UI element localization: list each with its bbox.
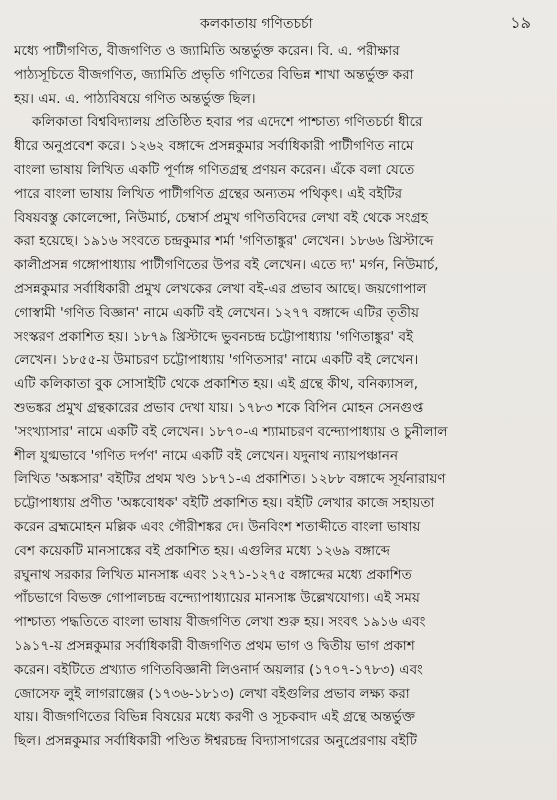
text-line: ১৯১৭-য় প্রসন্নকুমার সর্বাধিকারী বীজগণিত প্রথম ভাগ ও দ্বিতীয় ভাগ প্রকাশ (14, 638, 415, 654)
paragraph-start-line: কলিকাতা বিশ্ববিদ্যালয় প্রতিষ্ঠিত হবার পর এদেশে পাশ্চাত্য গণিতচর্চা ধীরে (32, 115, 423, 131)
text-line: লেখেন। ১৮৫৫-য় উমাচরণ চট্টোপাধ্যায় 'গণিতসার' নামে একটি বই লেখেন। (14, 353, 419, 369)
text-line: লিখিত 'অঙ্কসার' বইটির প্রথম খণ্ড ১৮৭১-এ প্রকাশিত। ১২৮৮ বঙ্গাব্দে সূর্যনারায়ণ (14, 472, 446, 488)
text-line: শুভঙ্কর প্রমুখ গ্রন্থকারের প্রভাব দেখা যায়। ১৭৮৩ শকে বিপিন মোহন সেনগুপ্ত (14, 400, 424, 416)
text-line: পারে বাংলা ভাষায় লিখিত পাটীগণিত গ্রন্থের অন্যতম পথিকৃৎ। এই বইটির (14, 186, 403, 202)
text-line: ছিল। প্রসন্নকুমার সর্বাধিকারী পণ্ডিত ঈশ্বরচন্দ্র বিদ্যাসাগরের অনুপ্রেরণায় বইটি (14, 734, 417, 750)
text-line: মধ্যে পাটীগণিত, বীজগণিত ও জ্যামিতি অন্তর্ভুক্ত করেন। বি. এ. পরীক্ষার (14, 44, 400, 59)
text-line: এটি কলিকাতা বুক সোসাইটি থেকে প্রকাশিত হয়। এই গ্রন্থে কীথ, বনিক্যাসল, (14, 377, 419, 393)
text-line: যায়। বীজগণিতের বিভিন্ন বিষয়ের মধ্যে করণী ও সূচকবাদ এই গ্রন্থে অন্তর্ভুক্ত (14, 710, 415, 726)
text-line: রঘুনাথ সরকার লিখিত মানসাঙ্ক এবং ১২৭১-১২৭৫ বঙ্গাব্দের মধ্যে প্রকাশিত (14, 567, 412, 583)
body-text (14, 40, 544, 754)
text-line: করেন ব্রহ্মমোহন মল্লিক এবং গৌরীশঙ্কর দে। উনবিংশ শতাব্দীতে বাংলা ভাষায় (14, 519, 421, 535)
text-line: শীল যুগ্মভাবে 'গণিত দর্পণ' নামে একটি বই লেখেন। যদুনাথ ন্যায়পঞ্চানন (14, 448, 399, 464)
text-line: বেশ কয়েকটি মানসাঙ্কের বই প্রকাশিত হয়। এগুলির মধ্যে ১২৬৯ বঙ্গাব্দে (14, 543, 391, 559)
text-line: হয়। এম. এ. পাঠ্যবিষয়ে গণিত অন্তর্ভুক্ত ছিল। (14, 91, 256, 107)
text-line: বাংলা ভাষায় লিখিত একটি পূর্ণাঙ্গ গণিতগ্রন্থ প্রণয়ন করেন। এঁকে বলা যেতে (14, 162, 415, 178)
text-line: গোস্বামী 'গণিত বিজ্ঞান' নামে একটি বই লেখেন। ১২৭৭ বঙ্গাব্দে এটির তৃতীয় (14, 305, 420, 321)
text-line: পাঠ্যসূচিতে বীজগণিত, জ্যামিতি প্রভৃতি গণিতের বিভিন্ন শাখা অন্তর্ভুক্ত করা (14, 67, 414, 83)
text-line: 'সংখ্যাসার' নামে একটি বই লেখেন। ১৮৭০-এ শ্যামাচরণ বন্দ্যোপাধ্যায় ও চুনীলাল (14, 424, 448, 440)
text-line: চট্টোপাধ্যায় প্রণীত 'অঙ্কবোধক' বইটি প্রকাশিত হয়। বইটি লেখার কাজে সহায়তা (14, 496, 435, 512)
text-line: করা হয়েছে। ১৯১৬ সংবতে চন্দ্রকুমার শর্মা 'গণিতাঙ্কুর' লেখেন। ১৮৬৬ খ্রিস্টাব্দে (14, 234, 434, 250)
text-line: জোসেফ লুই লাগরাঞ্জের (১৭৩৬-১৮১৩) লেখা বইগুলির প্রভাব লক্ষ্য করা (14, 686, 410, 702)
text-line: প্রসন্নকুমার সর্বাধিকারী প্রমুখ লেখকের লেখা বই-এর প্রভাব আছে। জয়গোপাল (14, 281, 427, 297)
text-line: বিষয়বস্তু কোলেন্সো, নিউমার্চ, চেম্বার্স প্রমুখ গণিতবিদের লেখা বই থেকে সংগ্রহ (14, 210, 428, 226)
text-line: সংস্করণ প্রকাশিত হয়। ১৮৭৯ খ্রিস্টাব্দে ভুবনচন্দ্র চট্টোপাধ্যায় 'গণিতাঙ্কুর' বই (14, 329, 414, 345)
text-line: করেন। বইটিতে প্রখ্যাত গণিতবিজ্ঞানী লিওনার্দ অয়লার (১৭০৭-১৭৮৩) এবং (14, 662, 423, 678)
page-header (0, 8, 557, 34)
text-line: পাশ্চাত্য পদ্ধতিতে বাংলা ভাষায় বীজগণিত লেখা শুরু হয়। সংবৎ ১৯১৬ এবং (14, 615, 426, 631)
text-line: ধীরে অনুপ্রবেশ করে। ১২৬২ বঙ্গাব্দে প্রসন্নকুমার সর্বাধিকারী পাটীগণিত নামে (14, 139, 414, 155)
running-head: কলকাতায় গণিতচর্চা (200, 16, 313, 32)
text-line: কালীপ্রসন্ন গঙ্গোপাধ্যায় পাটীগণিতের উপর বই লেখেন। এতে দ্য' মর্গন, নিউমার্চ, (14, 258, 439, 274)
text-line: পাঁচভাগে বিভক্ত গোপালচন্দ্র বন্দ্যোপাধ্যায়ের মানসাঙ্ক উল্লেখযোগ্য। এই সময় (14, 591, 420, 607)
page-number: ১৯ (510, 13, 531, 32)
